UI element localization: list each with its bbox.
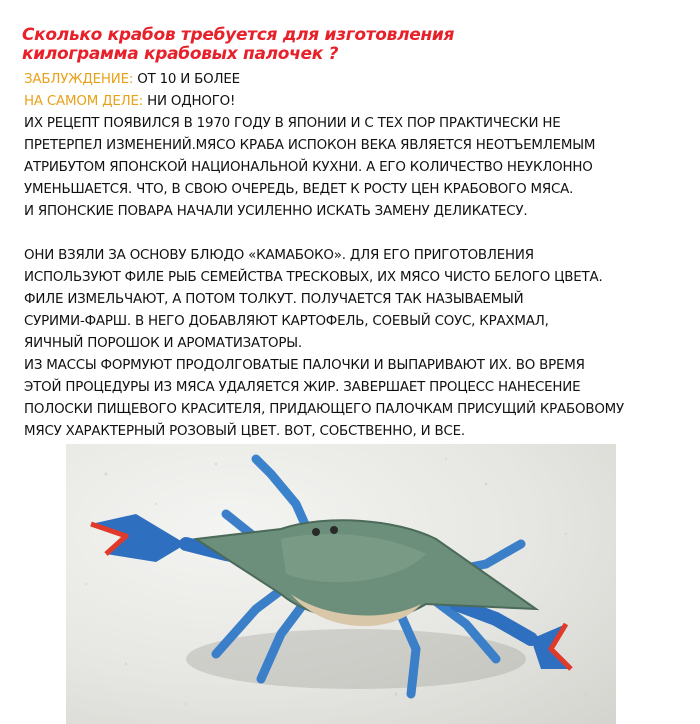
- fact-row: [24, 91, 696, 113]
- paragraph-gap: [24, 223, 696, 245]
- myth-row: [24, 69, 696, 91]
- fact-value: НИ ОДНОГО!: [147, 94, 236, 109]
- title-line-1: Сколько крабов требуется для изготовления: [22, 25, 455, 45]
- left-claw: [91, 514, 186, 562]
- crab-eye: [330, 526, 338, 534]
- paragraph-2-line: ИЗ МАССЫ ФОРМУЮТ ПРОДОЛГОВАТЫЕ ПАЛОЧКИ И ВЫПАРИВАЮТ ИХ. ВО ВРЕМЯ: [24, 358, 585, 373]
- paragraph-2-line: ИСПОЛЬЗУЮТ ФИЛЕ РЫБ СЕМЕЙСТВА ТРЕСКОВЫХ, ИХ МЯСО ЧИСТО БЕЛОГО ЦВЕТА.: [24, 270, 603, 285]
- myth-label: ЗАБЛУЖДЕНИЕ:: [24, 72, 134, 87]
- paragraph-2-line: ЯИЧНЫЙ ПОРОШОК И АРОМАТИЗАТОРЫ.: [24, 336, 302, 351]
- paragraph-2-line: ФИЛЕ ИЗМЕЛЬЧАЮТ, А ПОТОМ ТОЛКУТ. ПОЛУЧАЕТСЯ ТАК НАЗЫВАЕМЫЙ: [24, 292, 524, 307]
- article-body: [24, 69, 696, 443]
- fact-label: НА САМОМ ДЕЛЕ:: [24, 94, 144, 109]
- paragraph-2-line: СУРИМИ-ФАРШ. В НЕГО ДОБАВЛЯЮТ КАРТОФЕЛЬ, СОЕВЫЙ СОУС, КРАХМАЛ,: [24, 314, 549, 329]
- paragraph-1-line: АТРИБУТОМ ЯПОНСКОЙ НАЦИОНАЛЬНОЙ КУХНИ. А ЕГО КОЛИЧЕСТВО НЕУКЛОННО: [24, 160, 593, 175]
- crab-eye: [312, 528, 320, 536]
- article-title: [22, 26, 682, 64]
- paragraph-2-line: ЭТОЙ ПРОЦЕДУРЫ ИЗ МЯСА УДАЛЯЕТСЯ ЖИР. ЗАВЕРШАЕТ ПРОЦЕСС НАНЕСЕНИЕ: [24, 380, 581, 395]
- crab-illustration: [66, 444, 616, 724]
- paragraph-2-line: ОНИ ВЗЯЛИ ЗА ОСНОВУ БЛЮДО «КАМАБОКО». ДЛЯ ЕГО ПРИГОТОВЛЕНИЯ: [24, 248, 534, 263]
- title-line-2: килограмма крабовых палочек ?: [22, 44, 339, 64]
- paragraph-1-line: ПРЕТЕРПЕЛ ИЗМЕНЕНИЙ.МЯСО КРАБА ИСПОКОН ВЕКА ЯВЛЯЕТСЯ НЕОТЪЕМЛЕМЫМ: [24, 138, 596, 153]
- paragraph-2-line: ПОЛОСКИ ПИЩЕВОГО КРАСИТЕЛЯ, ПРИДАЮЩЕГО ПАЛОЧКАМ ПРИСУЩИЙ КРАБОВОМУ: [24, 402, 624, 417]
- paragraph-1-line: И ЯПОНСКИЕ ПОВАРА НАЧАЛИ УСИЛЕННО ИСКАТЬ ЗАМЕНУ ДЕЛИКАТЕСУ.: [24, 204, 528, 219]
- paragraph-1-line: УМЕНЬШАЕТСЯ. ЧТО, В СВОЮ ОЧЕРЕДЬ, ВЕДЕТ К РОСТУ ЦЕН КРАБОВОГО МЯСА.: [24, 182, 574, 197]
- paragraph-1-line: ИХ РЕЦЕПТ ПОЯВИЛСЯ В 1970 ГОДУ В ЯПОНИИ И С ТЕХ ПОР ПРАКТИЧЕСКИ НЕ: [24, 116, 561, 131]
- myth-value: ОТ 10 И БОЛЕЕ: [137, 72, 240, 87]
- right-claw: [531, 624, 571, 669]
- paragraph-2-line: МЯСУ ХАРАКТЕРНЫЙ РОЗОВЫЙ ЦВЕТ. ВОТ, СОБСТВЕННО, И ВСЕ.: [24, 424, 465, 439]
- blue-crab-photo: [66, 444, 616, 724]
